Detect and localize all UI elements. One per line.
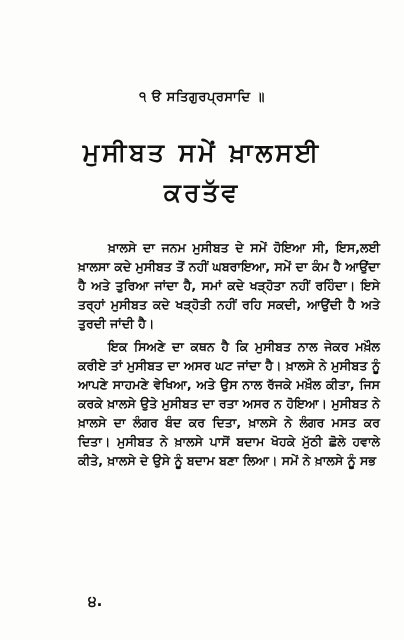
- chapter-title-line-2: ਕਰਤੱਵ: [163, 178, 241, 207]
- invocation-line: ੧ ੳ ਸਤਿਗੁਰਪ੍ਰਸਾਦਿ ॥: [139, 90, 265, 105]
- page-number: ੪.: [88, 592, 103, 610]
- chapter-title-line-1: ਮੁਸੀਬਤ ਸਮੇਂ ਖ਼ਾਲਸਈ: [82, 138, 322, 167]
- paragraph: ਖ਼ਾਲਸੇ ਦਾ ਜਨਮ ਮੁਸੀਬਤ ਦੇ ਸਮੇਂ ਹੋਇਆ ਸੀ, ਇਸ,ਲਈ ਖ਼ਾਲਸਾ ਕਦੇ ਮੁਸੀਬਤ ਤੋਂ ਨਹੀਂ ਘਬਰਾਇਆ, ਸਮੇਂ ਦਾ ਕੰਮ ਹੈ ਆਉਂਦਾ ਹੈ ਅਤੇ ਤੁਰਿਆ ਜਾਂਦਾ ਹੈ, ਸਮਾਂ ਕਦੇ ਖੜ੍ਹੋਤਾ ਨਹੀਂ ਰਹਿੰਦਾ। ਇਸੇ ਤਰ੍ਹਾਂ ਮੁਸੀਬਤ ਕਦੇ ਖੜ੍ਹੋਤੀ ਨਹੀਂ ਰਹਿ ਸਕਦੀ, ਆਉਂਦੀ ਹੈ ਅਤੇ ਤੁਰਦੀ ਜਾਂਦੀ ਹੈ।: [78, 240, 380, 331]
- body-text: [78, 238, 380, 474]
- paragraph: ਇਕ ਸਿਅਣੇ ਦਾ ਕਥਨ ਹੈ ਕਿ ਮੁਸੀਬਤ ਨਾਲ ਜੇਕਰ ਮਖ਼ੌਲ ਕਰੀਏ ਤਾਂ ਮੁਸੀਬਤ ਦਾ ਅਸਰ ਘਟ ਜਾਂਦਾ ਹੈ। ਖ਼ਾਲਸੇ ਨੇ ਮੁਸੀਬਤ ਨੂੰ ਆਪਣੇ ਸਾਹਮਣੇ ਵੇਖਿਆ, ਅਤੇ ਉਸ ਨਾਲ ਰੱਜਕੇ ਮਖ਼ੌਲ ਕੀਤਾ, ਜਿਸ ਕਰਕੇ ਖ਼ਾਲਸੇ ਉਤੇ ਮੁਸੀਬਤ ਦਾ ਰਤਾ ਅਸਰ ਨ ਹੋਇਆ। ਮੁਸੀਬਤ ਨੇ ਖ਼ਾਲਸੇ ਦਾ ਲੰਗਰ ਬੰਦ ਕਰ ਦਿਤਾ, ਖ਼ਾਲਸੇ ਨੇ ਲੰਗਰ ਮਸਤ ਕਰ ਦਿਤਾ। ਮੁਸੀਬਤ ਨੇ ਖ਼ਾਲਸੇ ਪਾਸੋਂ ਬਦਾਮ ਖੋਹਕੇ ਮੁੱਠੀ ਛੋਲੇ ਹਵਾਲੇ ਕੀਤੇ, ਖ਼ਾਲਸੇ ਦੇ ਉਸੇ ਨੂੰ ਬਦਾਮ ਬਣਾ ਲਿਆ। ਸਮੇਂ ਨੇ ਖ਼ਾਲਸੇ ਨੂੰ ਸਭ: [78, 339, 380, 468]
